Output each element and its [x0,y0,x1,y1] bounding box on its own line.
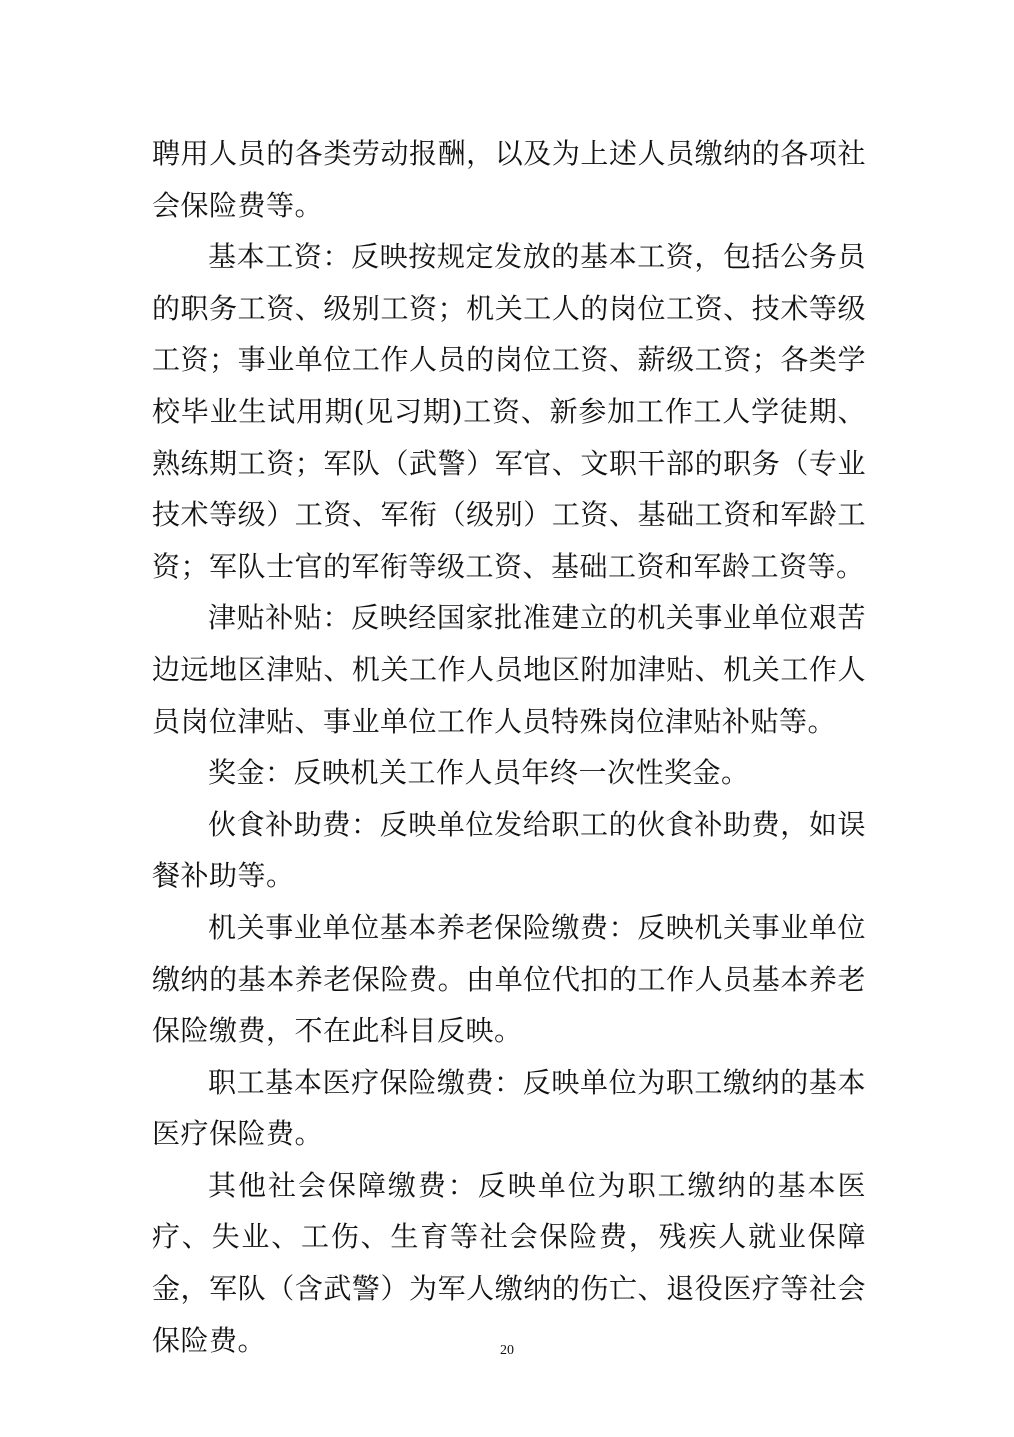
paragraph-basic-salary: 基本工资：反映按规定发放的基本工资，包括公务员的职务工资、级别工资；机关工人的岗位工资、技术等级工资；事业单位工作人员的岗位工资、薪级工资；各类学校毕业生试用期(见习期)工资、新参加工作工人学徒期、熟练期工资；军队（武警）军官、文职干部的职务（专业技术等级）工资、军衔（级别）工资、基础工资和军龄工资；军队士官的军衔等级工资、基础工资和军龄工资等。 [152,240,866,583]
paragraph-other-social-security: 其他社会保障缴费：反映单位为职工缴纳的基本医疗、失业、工伤、生育等社会保险费，残疾人就业保障金，军队（含武警）为军人缴纳的伤亡、退役医疗等社会保险费。 [152,1168,866,1357]
paragraph-bonus: 奖金：反映机关工作人员年终一次性奖金。 [208,756,750,790]
page-number: 20 [500,1343,514,1358]
paragraph-pension-insurance: 机关事业单位基本养老保险缴费：反映机关事业单位缴纳的基本养老保险费。由单位代扣的工作人员基本养老保险缴费，不在此科目反映。 [152,910,866,1048]
paragraph-continuation: 聘用人员的各类劳动报酬，以及为上述人员缴纳的各项社会保险费等。 [152,137,866,222]
paragraph-medical-insurance: 职工基本医疗保险缴费：反映单位为职工缴纳的基本医疗保险费。 [152,1065,866,1151]
paragraph-allowances: 津贴补贴：反映经国家批准建立的机关事业单位艰苦边远地区津贴、机关工作人员地区附加津贴、机关工作人员岗位津贴、事业单位工作人员特殊岗位津贴补贴等。 [152,601,866,738]
paragraph-meal-subsidy: 伙食补助费：反映单位发给职工的伙食补助费，如误餐补助等。 [152,807,866,893]
document-body [152,128,866,1366]
